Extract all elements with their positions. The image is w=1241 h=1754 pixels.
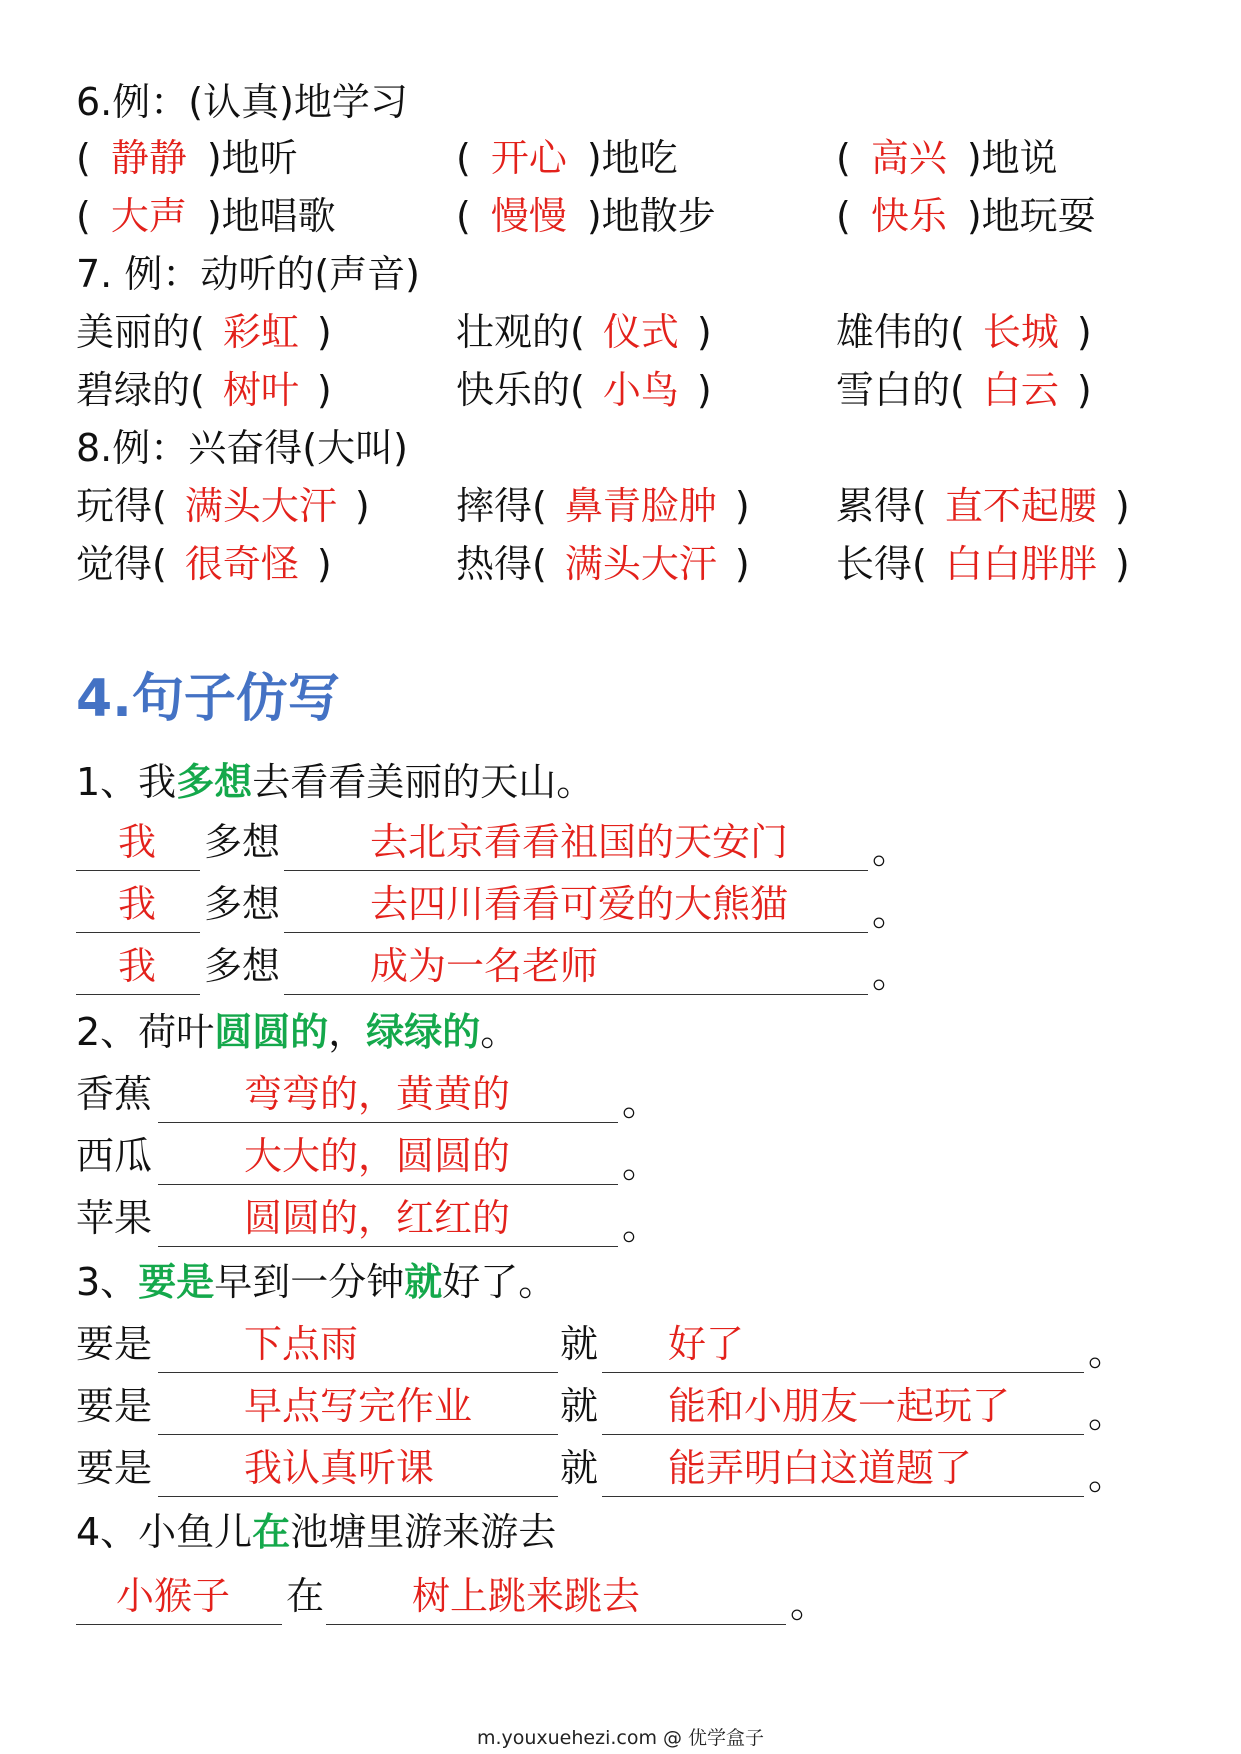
answer-blank: 圆圆的，红红的 (158, 1188, 618, 1247)
q6-item: ( 大声 )地唱歌 (76, 194, 336, 238)
answer-blank: 去北京看看祖国的天安门 (284, 812, 868, 871)
worksheet-page: 6.例：(认真)地学习 ( 静静 )地听 ( 开心 )地吃 ( 高兴 )地说 ( 大声 )地唱歌 ( 慢慢 )地散步 ( 快乐 )地玩耍 7. 例：动听的(声音) 美丽的( 彩虹 ) 壮观的( 仪式 ) 雄伟的( 长城 ) 碧绿的( 树叶 ) 快乐的( 小鸟 ) 雪白的( 白云 ) 8.例：兴奋得(大叫) 玩得( 满头大汗 ) 摔得( 鼻青脸肿 ) 累得( 直不起腰 ) 觉得( 很奇怪 ) 热得( 满头大汗 ) 长得( 白白胖胖 ) 4.句子仿写 1、我多想去看看美丽的天山。 我 多想 去北京看看祖国的天安门 。 我 多想 去四川看看可爱的大熊猫 。 我 多想 成为一名老师 。 2、荷叶圆圆的，绿绿的。 香蕉 弯弯的，黄黄的 。 西瓜 大大的，圆圆的 。 苹果 圆圆的，红红的 。 3、要是早到一分钟就好了。 要是 下点雨 就 好了 。 要是 早点写完作业 就 能和小朋友一起玩了 。 要是 我认真听课 就 能弄明白这道题了 。 4、小鱼儿在池塘里游来游去 小猴子 在 树上跳来跳去 。 m.youxuehezi.com @ 优学盒子 (0, 0, 1241, 1754)
q8-item: 累得( 直不起腰 ) (836, 484, 1130, 528)
q8-item: 长得( 白白胖胖 ) (836, 542, 1130, 586)
q7-item: 碧绿的( 树叶 ) (76, 368, 332, 412)
section-title: 4.句子仿写 (76, 669, 340, 729)
q7-item: 快乐的( 小鸟 ) (456, 368, 712, 412)
q6-item: ( 快乐 )地玩耍 (836, 194, 1096, 238)
q8-item: 觉得( 很奇怪 ) (76, 542, 332, 586)
answer-blank: 小猴子 (76, 1566, 282, 1625)
answer-blank: 我 (76, 936, 200, 995)
answer-blank: 我 (76, 874, 200, 933)
answer-blank: 大大的，圆圆的 (158, 1126, 618, 1185)
s4-prompt: 4、小鱼儿在池塘里游来游去 (76, 1510, 557, 1554)
answer-blank: 下点雨 (158, 1314, 558, 1373)
q8-title: 8.例：兴奋得(大叫) (76, 426, 408, 470)
q8-item: 玩得( 满头大汗 ) (76, 484, 370, 528)
answer-blank: 好了 (602, 1314, 1084, 1373)
q7-title: 7. 例：动听的(声音) (76, 252, 420, 296)
q8-item: 摔得( 鼻青脸肿 ) (456, 484, 750, 528)
q7-item: 雪白的( 白云 ) (836, 368, 1092, 412)
answer-blank: 弯弯的，黄黄的 (158, 1064, 618, 1123)
q8-item: 热得( 满头大汗 ) (456, 542, 750, 586)
q6-title: 6.例：(认真)地学习 (76, 80, 408, 124)
answer-blank: 去四川看看可爱的大熊猫 (284, 874, 868, 933)
answer-blank: 能和小朋友一起玩了 (602, 1376, 1084, 1435)
answer-blank: 早点写完作业 (158, 1376, 558, 1435)
answer-blank: 成为一名老师 (284, 936, 868, 995)
q7-item: 雄伟的( 长城 ) (836, 310, 1092, 354)
q6-item: ( 开心 )地吃 (456, 136, 678, 180)
answer-blank: 我 (76, 812, 200, 871)
s2-prompt: 2、荷叶圆圆的，绿绿的。 (76, 1010, 519, 1054)
answer-blank: 能弄明白这道题了 (602, 1438, 1084, 1497)
q7-item: 壮观的( 仪式 ) (456, 310, 712, 354)
answer-blank: 我认真听课 (158, 1438, 558, 1497)
q7-item: 美丽的( 彩虹 ) (76, 310, 332, 354)
s3-prompt: 3、要是早到一分钟就好了。 (76, 1260, 557, 1304)
answer-blank: 树上跳来跳去 (326, 1566, 786, 1625)
q6-item: ( 高兴 )地说 (836, 136, 1058, 180)
s1-prompt: 1、我多想去看看美丽的天山。 (76, 760, 595, 804)
footer-watermark: m.youxuehezi.com @ 优学盒子 (476, 1727, 765, 1749)
q6-item: ( 慢慢 )地散步 (456, 194, 716, 238)
q6-item: ( 静静 )地听 (76, 136, 298, 180)
